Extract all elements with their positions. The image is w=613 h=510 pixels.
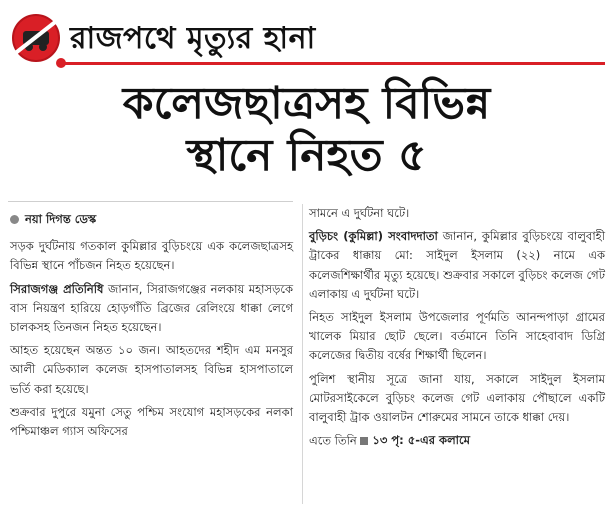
article-headline — [0, 78, 613, 182]
column-rule — [302, 204, 303, 504]
paragraph — [309, 227, 605, 304]
road-accident-logo-icon — [12, 14, 60, 62]
paragraph: সামনে এ দুর্ঘটনা ঘটে। — [309, 206, 410, 220]
paragraph: শুক্রবার দুপুরে যমুনা সেতু পশ্চিম সংযোগ মহাসড়কের নলকা পশ্চিমাঞ্চল গ্যাস অফিসের — [10, 404, 293, 439]
paragraph — [10, 280, 293, 338]
left-column — [10, 210, 293, 441]
kicker-title: রাজপথে মৃত্যুর হানা — [70, 21, 316, 56]
paragraph: সড়ক দুর্ঘটনায় গতকাল কুমিল্লার বুড়িচংয়ে এক কলেজছাত্রসহ বিভিন্ন স্থানে পাঁচজন নিহত হয়েছেন। — [10, 239, 293, 273]
headline-line-2: স্থানে নিহত ৫ — [186, 130, 427, 181]
paragraph-text: এতে তিনি — [309, 433, 357, 448]
paragraph-text: জানান, কুমিল্লার বুড়িচংয়ে বালুবাহী ট্রাকের ধাক্কায় মো: সাইদুল ইসলাম (২২) নামে এক কলেজশিক্ষার্থীর মৃত্যু হয়েছে। শুক্রবার সকালে বুড়িচং কলেজ গেট এলাকায় এ দুর্ঘটনা ঘটে। — [309, 229, 605, 301]
right-column — [309, 204, 605, 451]
byline: সিরাজগঞ্জ প্রতিনিধি — [10, 281, 104, 296]
continuation-link[interactable] — [360, 431, 470, 450]
section-kicker — [0, 0, 613, 70]
kicker-rule — [60, 62, 605, 65]
headline-line-1: কলেজছাত্রসহ বিভিন্ন — [122, 78, 491, 129]
continuation-text: ১৩ পৃ: ৫-এর কলামে — [372, 433, 471, 448]
paragraph-text: জানান, সিরাজগঞ্জের নলকায় মহাসড়কে বাস নিয়ন্ত্রণ হারিয়ে হোড়গাঁতি ব্রিজের রেলিংয়ে ধাক্কা লেগে চালকসহ তিনজন নিহত হয়েছেন। — [10, 281, 293, 335]
paragraph: আহত হয়েছেন অন্তত ১০ জন। আহতদের শহীদ এম মনসুর আলী মেডিক্যাল কলেজ হাসপাতালসহ বিভিন্ন হাসপাতালে ভর্তি করা হয়েছে। — [10, 343, 293, 396]
paragraph: পুলিশ স্থানীয় সূত্রে জানা যায়, সকালে সাইদুল ইসলাম মোটরসাইকেলে বুড়িচং কলেজ গেট এলাকায় পৌছালে একটি বালুবাহী ট্রাক ওয়ালটন শোরুমের সামনে তাকে ধাক্কা দেয়। — [309, 371, 605, 425]
square-bullet-icon — [360, 437, 368, 445]
dateline-text: নয়া দিগন্ত ডেস্ক — [25, 212, 97, 226]
bullet-icon — [10, 215, 19, 224]
dateline — [10, 210, 293, 229]
paragraph — [309, 431, 605, 451]
paragraph: নিহত সাইদুল ইসলাম উপজেলার পূর্ণমতি আনন্দপাড়া গ্রামের খালেক মিয়ার ছোট ছেলে। বর্তমানে তিনি সাহেবাবাদ ডিগ্রি কলেজের দ্বিতীয় বর্ষের শিক্ষার্থী ছিলেন। — [309, 310, 605, 363]
headline-divider — [8, 201, 293, 202]
byline: বুড়িচং (কুমিল্লা) সংবাদদাতা — [309, 229, 438, 244]
